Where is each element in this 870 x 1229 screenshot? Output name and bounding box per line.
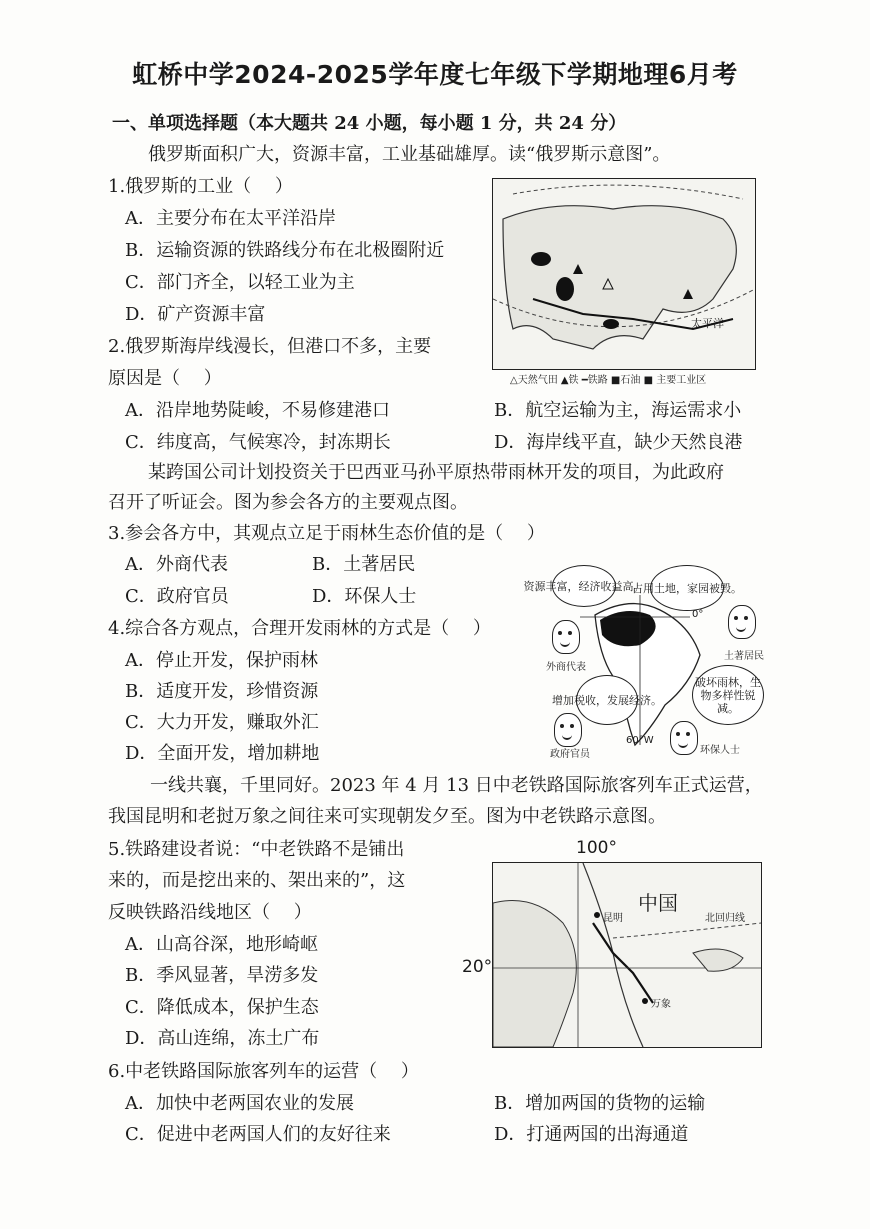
laos-map: [492, 862, 762, 1048]
q5-option-b[interactable]: B．季风显著，旱涝多发: [125, 965, 319, 986]
passage3-line1: 一线共襄，千里同好。2023 年 4 月 13 日中老铁路国际旅客列车正式运营，: [150, 775, 763, 796]
laos-map-graphic: [493, 863, 761, 1047]
q3-stem: 3.参会各方中，其观点立足于雨林生态价值的是（ ）: [108, 523, 545, 544]
q5-option-d[interactable]: D．高山连绵，冻土广布: [125, 1028, 320, 1049]
q1-option-d[interactable]: D．矿产资源丰富: [125, 304, 266, 325]
label-environmentalist: 环保人士: [700, 745, 740, 756]
native-avatar: [728, 605, 756, 639]
q5-option-c[interactable]: C．降低成本，保护生态: [125, 997, 319, 1018]
label-foreign-rep: 外商代表: [546, 662, 586, 673]
q6-stem: 6.中老铁路国际旅客列车的运营（ ）: [108, 1061, 419, 1082]
label-government: 政府官员: [550, 749, 590, 760]
q5-option-a[interactable]: A．山高谷深，地形崎岖: [125, 934, 318, 955]
q1-option-c[interactable]: C．部门齐全，以轻工业为主: [125, 272, 355, 293]
q4-option-b[interactable]: B．适度开发，珍惜资源: [125, 681, 319, 702]
bubble-environmentalist: 破坏雨林，生物多样性锐减。: [692, 665, 764, 725]
environmentalist-avatar: [670, 721, 698, 755]
q6-option-a[interactable]: A．加快中老两国农业的发展: [125, 1093, 354, 1114]
label-60w: 60°W: [626, 735, 654, 746]
q5-stem-line1: 5.铁路建设者说：“中老铁路不是铺出: [108, 839, 405, 860]
passage2-line1: 某跨国公司计划投资关于巴西亚马孙平原热带雨林开发的项目，为此政府: [148, 462, 724, 483]
russia-map-legend: △天然气田 ▲铁 ━铁路 ■石油 ■ 主要工业区: [510, 375, 707, 386]
page-title: 虹桥中学2024-2025学年度七年级下学期地理6月考: [132, 60, 738, 89]
brazil-figure: [523, 555, 770, 760]
q6-option-c[interactable]: C．促进中老两国人们的友好往来: [125, 1124, 391, 1145]
q3-option-c[interactable]: C．政府官员: [125, 586, 229, 607]
q4-option-c[interactable]: C．大力开发，赚取外汇: [125, 712, 319, 733]
passage3-line2: 我国昆明和老挝万象之间往来可实现朝发夕至。图为中老铁路示意图。: [108, 806, 666, 827]
label-tropic: 北回归线: [705, 913, 745, 924]
section-heading: 一、单项选择题（本大题共 24 小题，每小题 1 分，共 24 分）: [112, 113, 627, 134]
q1-option-a[interactable]: A．主要分布在太平洋沿岸: [125, 208, 336, 229]
q1-option-b[interactable]: B．运输资源的铁路线分布在北极圈附近: [125, 240, 445, 261]
q6-option-b[interactable]: B．增加两国的货物的运输: [494, 1093, 706, 1114]
q3-option-d[interactable]: D．环保人士: [312, 586, 417, 607]
label-kunming: 昆明: [603, 913, 623, 924]
q2-stem-line1: 2.俄罗斯海岸线漫长，但港口不多，主要: [108, 336, 432, 357]
label-native: 土著居民: [724, 651, 764, 662]
bubble-native: 占用土地，家园被毁。: [650, 565, 724, 611]
label-vientiane: 万象: [651, 999, 671, 1010]
russia-map-graphic: [493, 179, 755, 369]
q4-option-d[interactable]: D．全面开发，增加耕地: [125, 743, 320, 764]
label-china: 中国: [638, 891, 678, 915]
q2-option-b[interactable]: B．航空运输为主，海运需求小: [494, 400, 742, 421]
section-intro: 俄罗斯面积广大，资源丰富，工业基础雄厚。读“俄罗斯示意图”。: [148, 144, 671, 165]
q2-option-d[interactable]: D．海岸线平直，缺少天然良港: [494, 432, 743, 453]
bubble-government: 增加税收，发展经济。: [576, 675, 638, 725]
russia-map: [492, 178, 756, 370]
pacific-label: 太平洋: [691, 317, 724, 330]
label-20n: 20°: [462, 957, 493, 977]
label-100e: 100°: [576, 838, 617, 858]
q2-option-a[interactable]: A．沿岸地势陡峻，不易修建港口: [125, 400, 390, 421]
q1-stem: 1.俄罗斯的工业（ ）: [108, 176, 293, 197]
q3-option-b[interactable]: B．土著居民: [312, 554, 416, 575]
q5-stem-line2: 来的，而是挖出来的、架出来的”，这: [108, 870, 406, 891]
passage2-line2: 召开了听证会。图为参会各方的主要观点图。: [108, 492, 468, 513]
q2-stem-line2: 原因是（ ）: [108, 368, 222, 389]
q4-stem: 4.综合各方观点，合理开发雨林的方式是（ ）: [108, 618, 491, 639]
foreign-rep-avatar: [552, 620, 580, 654]
q6-option-d[interactable]: D．打通两国的出海通道: [494, 1124, 689, 1145]
label-equator: 0°: [692, 609, 704, 620]
government-avatar: [554, 713, 582, 747]
q3-option-a[interactable]: A．外商代表: [125, 554, 228, 575]
bubble-foreign-rep: 资源丰富，经济收益高。: [552, 565, 616, 607]
q2-option-c[interactable]: C．纬度高，气候寒冷，封冻期长: [125, 432, 391, 453]
q5-stem-line3: 反映铁路沿线地区（ ）: [108, 902, 312, 923]
q4-option-a[interactable]: A．停止开发，保护雨林: [125, 650, 318, 671]
